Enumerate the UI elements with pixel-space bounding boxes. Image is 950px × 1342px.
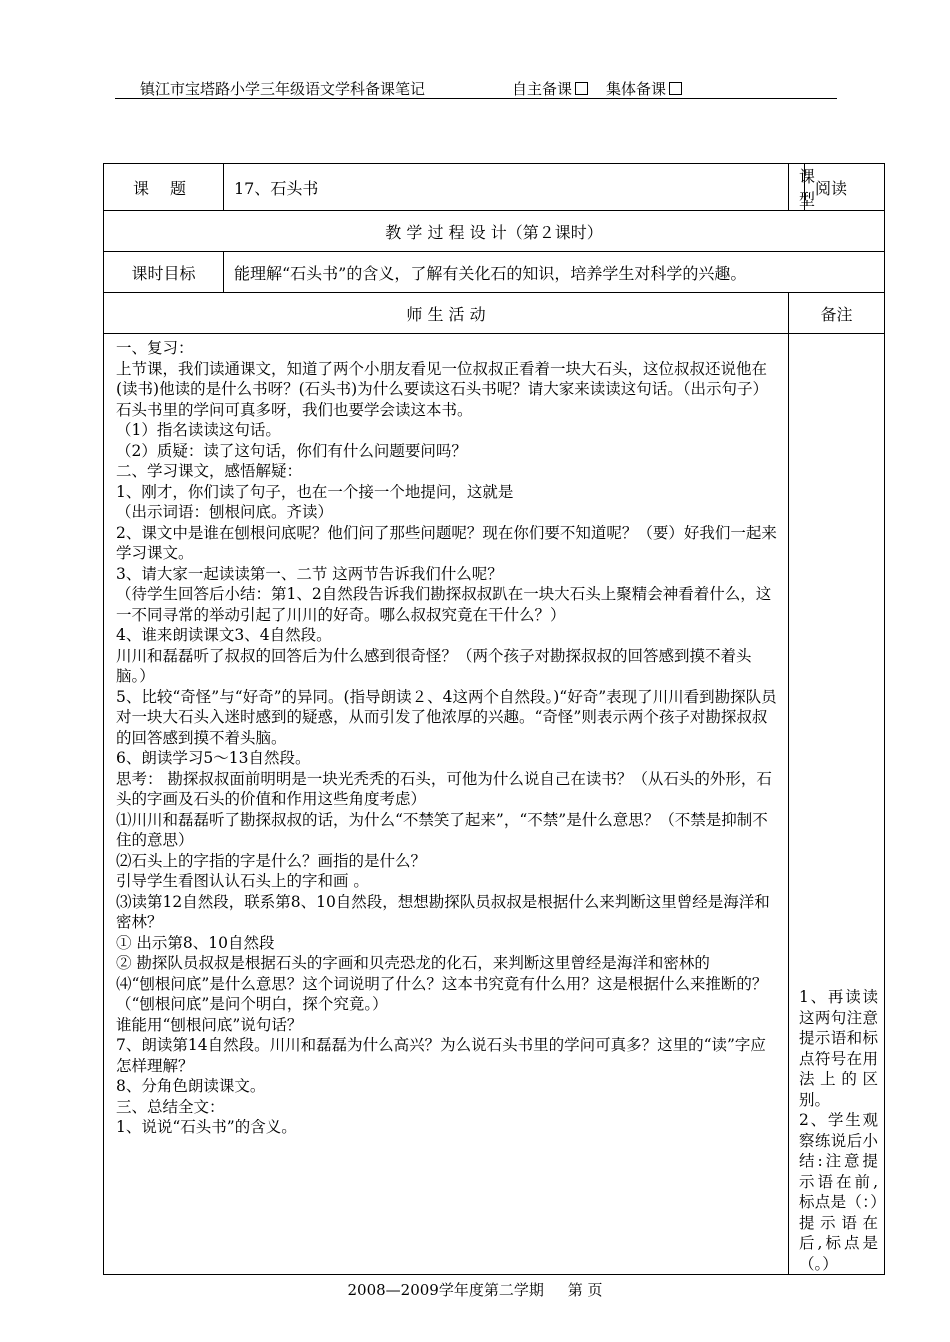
content-line: （出示词语：刨根问底。齐读） (116, 503, 334, 521)
content-line: 一、复习： (116, 339, 194, 357)
self-prep-checkbox (575, 82, 588, 95)
content-line: 谁能用“刨根问底”说句话？ (116, 1015, 303, 1034)
content-line: ⑴川川和磊磊听了勘探叔叔的话，为什么“不禁笑了起来”，“不禁”是什么意思？（不禁是抑制不住的意思） (116, 810, 768, 849)
page-header (115, 76, 837, 99)
lesson-plan-table (103, 163, 885, 1275)
content-line: （2）质疑：读了这句话，你们有什么问题要问吗？ (116, 441, 467, 460)
topic-row (104, 164, 885, 211)
self-prep-option (512, 78, 588, 99)
page-number-label: 第 页 (567, 1281, 603, 1299)
activity-content (104, 334, 789, 1275)
remark-content (789, 334, 885, 1275)
content-line: 引导学生看图认认石头上的字和画 。 (116, 872, 369, 890)
content-line: 2、课文中是谁在刨根问底呢？他们问了那些问题呢？现在你们要不知道呢？（要）好我们一起来学习课文。 (116, 523, 777, 562)
content-line: 1、说说“石头书”的含义。 (116, 1118, 297, 1136)
design-title-row (104, 211, 885, 252)
type-label: 课型 (789, 164, 805, 211)
content-line: 二、学习课文，感悟解疑： (116, 462, 303, 480)
remark-header: 备注 (789, 293, 885, 334)
content-line: ① 出示第8、10自然段 (116, 933, 275, 952)
remark-note: 2、学生观察练说后小结:注意提示语在前,标点是（：）提示语在后,标点是（。） (799, 1111, 878, 1273)
self-prep-label: 自主备课 (512, 80, 573, 98)
content-line: （待学生回答后小结：第1、2自然段告诉我们勘探叔叔趴在一块大石头上聚精会神看着什么，这一不同寻常的举动引起了川川的好奇。哪么叔叔究竟在干什么？） (116, 585, 772, 624)
content-line: 川川和磊磊听了叔叔的回答后为什么感到很奇怪？（两个孩子对勘探叔叔的回答感到摸不着头脑。） (116, 646, 752, 685)
group-prep-checkbox (669, 82, 682, 95)
content-line: 6、朗读学习5～13自然段。 (116, 749, 311, 767)
type-value: 阅读 (805, 164, 885, 211)
activity-header: 师 生 活 动 (104, 293, 789, 334)
goal-row (104, 252, 885, 293)
page-footer (0, 1279, 950, 1300)
content-line: 7、朗读第14自然段。川川和磊磊为什么高兴？为么说石头书里的学问可真多？这里的“读”字应怎样理解？ (116, 1036, 766, 1075)
content-line: ② 勘探队员叔叔是根据石头的字画和贝壳恐龙的化石，来判断这里曾经是海洋和密林的 (116, 954, 710, 972)
content-line: 上节课，我们读通课文，知道了两个小朋友看见一位叔叔正看着一块大石头，这位叔叔还说他在(读书)他读的是什么书呀？(石头书)为什么要读这石头书呢？请大家来读读这句话。（出示句子） (116, 359, 768, 398)
content-line: 三、总结全文： (116, 1097, 225, 1116)
content-line: 石头书里的学问可真多呀，我们也要学会读这本书。 (116, 400, 473, 419)
content-line: 5、比较“奇怪”与“好奇”的异同。(指导朗读２、4这两个自然段。)“好奇”表现了川川看到勘探队员对一块大石头入迷时感到的疑惑，从而引发了他浓厚的兴趣。“奇怪”则表示两个孩子对勘探叔叔的回答感到摸不着头脑。 (116, 687, 777, 747)
content-row (104, 334, 885, 1275)
content-line: 4、谁来朗读课文3、4自然段。 (116, 626, 332, 644)
group-prep-label: 集体备课 (606, 80, 667, 98)
topic-label: 课 题 (104, 164, 224, 211)
content-line: 思考： 勘探叔叔面前明明是一块光秃秃的石头，可他为什么说自己在读书？（从石头的外形，石头的字画及石头的价值和作用这些角度考虑） (116, 769, 772, 808)
content-line: （“刨根问底”是问个明白，探个究竟。） (116, 995, 388, 1013)
content-line: （1）指名读读这句话。 (116, 421, 281, 439)
goal-value: 能理解“石头书”的含义，了解有关化石的知识，培养学生对科学的兴趣。 (224, 252, 885, 293)
content-line: 3、请大家一起读读第一、二节 这两节告诉我们什么呢？ (116, 564, 503, 583)
content-line: 1、刚才，你们读了句子，也在一个接一个地提问，这就是 (116, 482, 514, 501)
remark-note: 1、再读读这两句注意提示语和标点符号在用法上的区别。 (799, 988, 878, 1109)
school-note-title: 镇江市宝塔路小学三年级语文学科备课笔记 (140, 80, 426, 98)
content-line: ⑵石头上的字指的字是什么？画指的是什么？ (116, 851, 427, 870)
content-line: ⑷“刨根问底”是什么意思？这个词说明了什么？这本书究竟有什么用？这是根据什么来推断的？ (116, 974, 768, 993)
group-prep-option (606, 78, 682, 99)
column-header-row (104, 293, 885, 334)
topic-value: 17、石头书 (224, 164, 789, 211)
term-label: 2008—2009学年度第二学期 (347, 1281, 544, 1299)
design-title: 教 学 过 程 设 计（第２课时） (104, 211, 885, 252)
content-line: 8、分角色朗读课文。 (116, 1077, 266, 1095)
content-line: ⑶读第12自然段，联系第8、10自然段，想想勘探队员叔叔是根据什么来判断这里曾经是海洋和密林？ (116, 892, 770, 931)
goal-label: 课时目标 (104, 252, 224, 293)
